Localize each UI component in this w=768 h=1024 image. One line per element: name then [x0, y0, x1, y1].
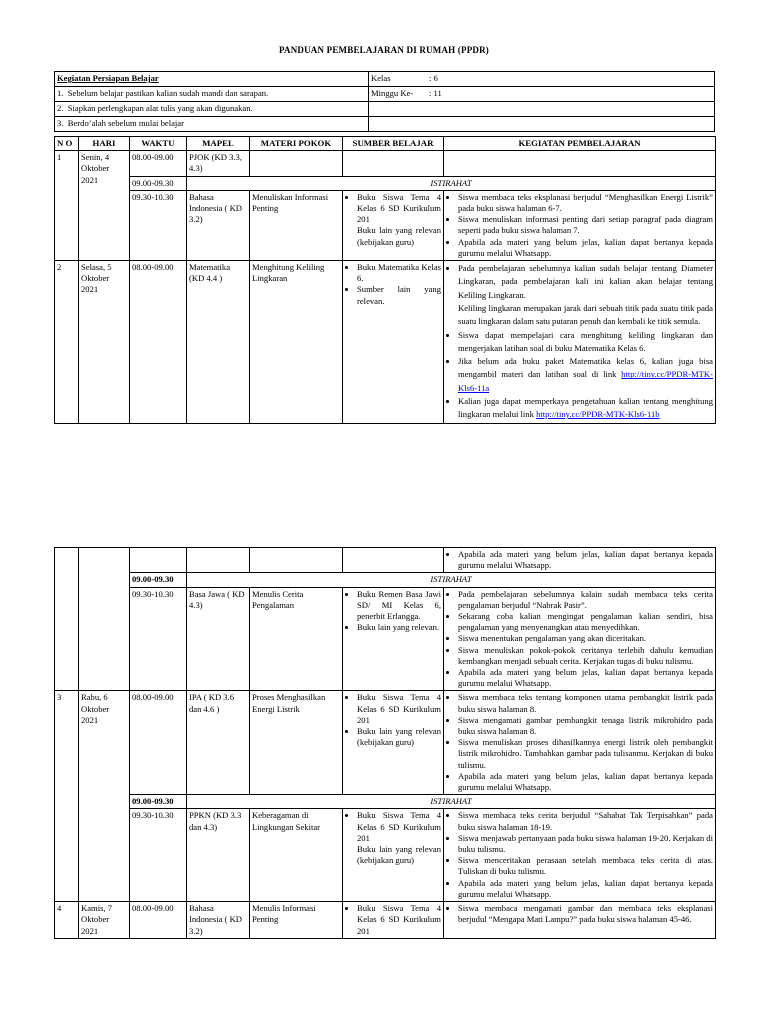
istirahat-row [55, 795, 716, 809]
row-sumber: • Buku Siswa Tema 4 Kelas 6 SD Kurikulum 201 Buku lain yang relevan (kebijakan guru) [343, 809, 444, 902]
minggu-cell: Minggu Ke- : 11 [369, 87, 715, 102]
col-waktu: WAKTU [130, 137, 187, 151]
row-waktu: 09.30-10.30 [130, 809, 187, 902]
row-kegiatan: • Siswa membaca teks cerita berjudul “Sahabat Tak Terpisahkan” pada buku siswa halaman 18-19. • Siswa menjawab pertanyaan pada buku siswa halaman 19-20. Kerjakan di buku tulismu. • Siswa menceritakan perasaan setelah membaca teks cerita di atas. Tuliskan di buku tulismu. • Apabila ada materi yang belum jelas, kalian dapat bertanya kepada gurumu melalui Whatsapp. [444, 809, 716, 902]
row-waktu: 09.00-09.30 [130, 573, 187, 587]
row-materi: Menulis Informasi Penting [250, 902, 343, 939]
row-waktu: 09.00-09.30 [130, 176, 187, 190]
row-waktu: 08.00-09.00 [130, 691, 187, 795]
table-row [55, 902, 716, 939]
row-mapel: Bahasa Indonesia ( KD 3.2) [187, 190, 250, 260]
table-row [55, 190, 716, 260]
pengayaan-link[interactable]: http://tiny.cc/PPDR-MTK-Kls6-11b [536, 409, 660, 420]
row-kegiatan: • Pada pembelajaran sebelumnya kalain sudah membaca teks cerita pengalaman berjudul “Nabrak Pasir”. • Sekarang coba kalian mengingat pengalaman kalian sendiri, bisa pengalaman yang menyenangkan atau menyedihkan. • Siswa menentukan pengalaman yang akan diceritakan. • Siswa menuliskan pokok-pokok ceritanya terlebih dahulu kemudian kembangkan menjadi sebuah cerita. Kerjakan tugas di buku tulismu. • Apabila ada materi yang belum jelas, kalian dapat bertanya kepada gurumu melalui Whatsapp. [444, 587, 716, 691]
schedule-table-2 [54, 547, 716, 939]
row-kegiatan: • Pada pembelajaran sebelumnya kalian sudah belajar tentang Diameter Lingkaran, pada pembelajaran kali ini kalian akan belajar tentang Keliling Lingkaran. Keliling lingkaran merupakan jarak dari sebuah titik pada suatu titik pada suatu lingkaran dalam satu putaran penuh dan kembali ke titik semula. • Siswa dapat mempelajari cara menghitung keliling lingkaran dan mengerjakan latihan soal di buku Matematika Kelas 6. • Jika belum ada buku paket Matematika kelas 6, kalian juga bisa mengambil materi dan latihan soal di link http://tiny.cc/PPDR-MTK-Kls6-11a • Kalian juga dapat memperkaya pengetahuan kalian tentang menghitung lingkaran melalui link http://tiny.cc/PPDR-MTK-Kls6-11b [444, 261, 716, 424]
row-waktu: 08.00-09.00 [130, 261, 187, 424]
table-row [55, 151, 716, 176]
row-sumber: • Buku Remen Basa Jawi SD/ MI Kelas 6, penerbit Erlangga. • Buku lain yang relevan. [343, 587, 444, 691]
row-mapel: IPA ( KD 3.6 dan 4.6 ) [187, 691, 250, 795]
page-title: PANDUAN PEMBELAJARAN DI RUMAH (PPDR) [278, 45, 489, 55]
row-sumber: • Buku Matematika Kelas 6. • Sumber lain yang relevan. [343, 261, 444, 424]
row-hari: Senin, 4 Oktober 2021 [79, 151, 130, 261]
istirahat-label: ISTIRAHAT [187, 176, 716, 190]
row-mapel: Matematika (KD 4.4 ) [187, 261, 250, 424]
row-materi: Menulis Cerita Pengalaman [250, 587, 343, 691]
row-waktu: 08.00-09.00 [130, 902, 187, 939]
table-row [55, 261, 716, 424]
row-hari: Kamis, 7 Oktober 2021 [79, 902, 130, 939]
row-kegiatan: • Siswa membaca teks tentang komponen utama pembangkit listrik pada buku siswa halaman 8. • Siswa mengamati gambar pembangkit tenaga listrik mikrohidro pada buku siswa halaman 8. • Siswa menuliskan proses dihasilkannya energi listrik oleh pembangkit listrik mikrohidro. Tambahkan gambar pada tulisanmu. Kerjakan di buku tulismu. • Apabila ada materi yang belum jelas, kalian dapat bertanya kepada gurumu melalui Whatsapp. [444, 691, 716, 795]
kelas-cell: Kelas : 6 [369, 72, 715, 87]
row-waktu: 09.00-09.30 [130, 795, 187, 809]
schedule-table-1 [54, 136, 716, 424]
istirahat-row [55, 573, 716, 587]
col-materi: MATERI POKOK [250, 137, 343, 151]
row-sumber: • Buku Siswa Tema 4 Kelas 6 SD Kurikulum 201 • Buku lain yang relevan (kebijakan guru) [343, 691, 444, 795]
row-sumber: • Buku Siswa Tema 4 Kelas 6 SD Kurikulum 201 Buku lain yang relevan (kebijakan guru) [343, 190, 444, 260]
col-hari: HARI [79, 137, 130, 151]
row-kegiatan: • Siswa membaca mengamati gambar dan membaca teks eksplanasi berjudul “Mengapa Mati Lampu?” pada buku siswa halaman 45-46. [444, 902, 716, 939]
row-kegiatan: • Siswa membaca teks eksplanasi berjudul “Menghasilkan Energi Listrik” pada buku siswa halaman 6-7. • Siswa menuliskan informasi penting dari setiap paragraf pada diagram seperti pada buku siswa halaman 7. • Apabila ada materi yang belum jelas, kalian dapat bertanya kepada gurumu melalui Whatsapp. [444, 190, 716, 260]
prep-item: 3. Berdo’alah sebelum mulai belajar [55, 117, 369, 132]
prep-item: 2. Siapkan perlengkapan alat tulis yang akan digunakan. [55, 102, 369, 117]
row-sumber: • Buku Siswa Tema 4 Kelas 6 SD Kurikulum 201 [343, 902, 444, 939]
col-kegiatan: KEGIATAN PEMBELAJARAN [444, 137, 716, 151]
istirahat-label: ISTIRAHAT [187, 795, 716, 809]
col-no: N O [55, 137, 79, 151]
row-hari: Rabu, 6 Oktober 2021 [79, 691, 130, 902]
istirahat-label: ISTIRAHAT [187, 573, 716, 587]
row-no: 4 [55, 902, 79, 939]
table-row [55, 809, 716, 902]
row-no: 1 [55, 151, 79, 261]
table-row [55, 691, 716, 795]
col-mapel: MAPEL [187, 137, 250, 151]
materi-link[interactable]: http://tiny.cc/PPDR-MTK-Kls6-11a [458, 369, 713, 393]
row-no: 2 [55, 261, 79, 424]
row-materi: Menuliskan Informasi Penting [250, 190, 343, 260]
row-mapel: PPKN (KD 3.3 dan 4.3) [187, 809, 250, 902]
col-sumber: SUMBER BELAJAR [343, 137, 444, 151]
table-row [55, 548, 716, 573]
row-mapel: PJOK (KD 3.3, 4.3) [187, 151, 250, 176]
row-hari: Selasa, 5 Oktober 2021 [79, 261, 130, 424]
table-header-row [55, 137, 716, 151]
row-waktu: 09.30-10.30 [130, 587, 187, 691]
table-row [55, 587, 716, 691]
row-mapel: Bahasa Indonesia ( KD 3.2) [187, 902, 250, 939]
preparation-table [54, 71, 715, 132]
prep-item: 1. Sebelum belajar pastikan kalian sudah mandi dan sarapan. [55, 87, 369, 102]
row-materi: Menghitung Keliling Lingkaran [250, 261, 343, 424]
row-waktu: 09.30-10.30 [130, 190, 187, 260]
row-materi: Keberagaman di Lingkungan Sekitar [250, 809, 343, 902]
istirahat-row [55, 176, 716, 190]
row-materi: Proses Menghasilkan Energi Listrik [250, 691, 343, 795]
row-no: 3 [55, 691, 79, 902]
row-waktu: 08.00-09.00 [130, 151, 187, 176]
row-mapel: Basa Jawa ( KD 4.3) [187, 587, 250, 691]
row-kegiatan: • Apabila ada materi yang belum jelas, kalian dapat bertanya kepada gurumu melalui Whatsapp. [444, 548, 716, 573]
prep-heading: Kegiatan Persiapan Belajar [55, 72, 369, 87]
